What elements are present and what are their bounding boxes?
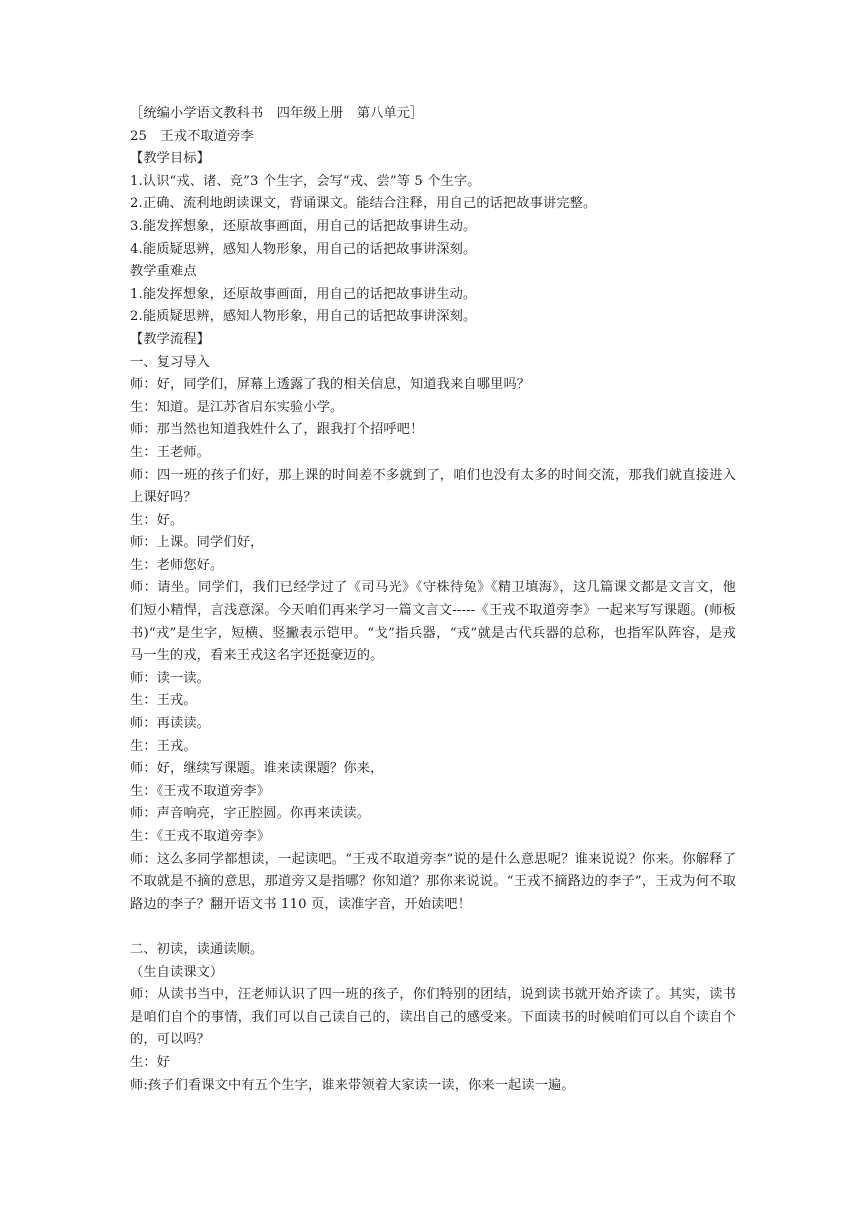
dialogue-line: 师：读一读。 bbox=[130, 670, 211, 686]
dialogue-line: 生：王戎。 bbox=[130, 693, 197, 709]
dialogue-line: 师：上课。同学们好， bbox=[130, 535, 264, 551]
process-heading: 【教学流程】 bbox=[130, 331, 211, 347]
dialogue-line: 生：王戎。 bbox=[130, 738, 197, 754]
dialogue-line: 生：《王戎不取道旁李》 bbox=[130, 829, 271, 844]
dialogue-line: 师：好，同学们，屏幕上透露了我的相关信息，知道我来自哪里吗？ bbox=[130, 377, 531, 393]
dialogue-paragraph: 师：四一班的孩子们好，那上课的时间差不多就到了，咱们也没有太多的时间交流，那我们就直接进入上课好吗？ bbox=[130, 467, 736, 506]
objective-item: 3.能发挥想象，还原故事画面，用自己的话把故事讲生动。 bbox=[130, 218, 477, 234]
dialogue-line: 师：那当然也知道我姓什么了，跟我打个招呼吧！ bbox=[130, 422, 424, 438]
dialogue-paragraph: 师：从读书当中，汪老师认识了四一班的孩子，你们特别的团结，说到读书就开始齐读了。其实，读书是咱们自个的事情，我们可以自己读自己的，读出自己的感受来。下面读书的时候咱们可以自个读自个的，可以吗？ bbox=[130, 987, 736, 1048]
dialogue-line: 生：老师您好。 bbox=[130, 557, 224, 573]
lesson-title: 25 王戎不取道旁李 bbox=[130, 128, 254, 144]
document-body bbox=[130, 103, 736, 1097]
dialogue-line: 生：王老师。 bbox=[130, 444, 211, 460]
dialogue-paragraph: 师：请坐。同学们，我们已经学过了《司马光》《守株待兔》《精卫填海》，这几篇课文都是文言文，他们短小精悍，言浅意深。今天咱们再来学习一篇文言文-----《王戎不取道旁李》一起来写写课题。(师板书)“戎”是生字，短横、竖撇表示铠甲。“戈”指兵器，“戎”就是古代兵器的总称，也指军队阵容，是戎马一生的戎，看来王戎这名字还挺豪迈的。 bbox=[130, 580, 736, 664]
section1-title: 一、复习导入 bbox=[130, 354, 211, 370]
paragraph-gap bbox=[130, 916, 736, 939]
dialogue-line: 师:孩子们看课文中有五个生字，谁来带领着大家读一读，你来一起读一遍。 bbox=[130, 1077, 575, 1093]
objectives-heading: 【教学目标】 bbox=[130, 151, 211, 167]
dialogue-paragraph: 师：这么多同学都想读，一起读吧。“王戎不取道旁李”说的是什么意思呢？谁来说说？你来。你解释了不取就是不摘的意思，那道旁又是指哪？你知道？那你来说说。“王戎不摘路边的李子”，王戎为何不取路边的李子？翻开语文书 110 页，读准字音，开始读吧！ bbox=[130, 851, 736, 912]
dialogue-line: 生：好 bbox=[130, 1054, 171, 1070]
objective-item: 1.认识“戎、诸、竞”3 个生字，会写“戎、尝”等 5 个生字。 bbox=[130, 173, 481, 189]
section2-note: （生自读课文） bbox=[130, 964, 224, 980]
dialogue-line: 师：声音响亮，字正腔圆。你再来读读。 bbox=[130, 806, 371, 822]
objective-item: 2.正确、流利地朗读课文，背诵课文。能结合注释，用自己的话把故事讲完整。 bbox=[130, 196, 597, 212]
dialogue-line: 生：知道。是江苏省启东实验小学。 bbox=[130, 399, 344, 415]
key-point-item: 2.能质疑思辨，感知人物形象，用自己的话把故事讲深刻。 bbox=[130, 309, 477, 325]
dialogue-line: 师：好，继续写课题。谁来读课题？你来， bbox=[130, 761, 384, 777]
dialogue-line: 师：再读读。 bbox=[130, 716, 211, 732]
objective-item: 4.能质疑思辨，感知人物形象，用自己的话把故事讲深刻。 bbox=[130, 241, 477, 257]
section2-title: 二、初读，读通读顺。 bbox=[130, 941, 264, 957]
key-point-item: 1.能发挥想象，还原故事画面，用自己的话把故事讲生动。 bbox=[130, 286, 477, 302]
key-points-heading: 教学重难点 bbox=[130, 264, 197, 280]
dialogue-line: 生：好。 bbox=[130, 512, 184, 528]
document-header: ［统编小学语文教科书 四年级上册 第八单元］ bbox=[130, 106, 424, 121]
dialogue-line: 生：《王戎不取道旁李》 bbox=[130, 783, 271, 799]
